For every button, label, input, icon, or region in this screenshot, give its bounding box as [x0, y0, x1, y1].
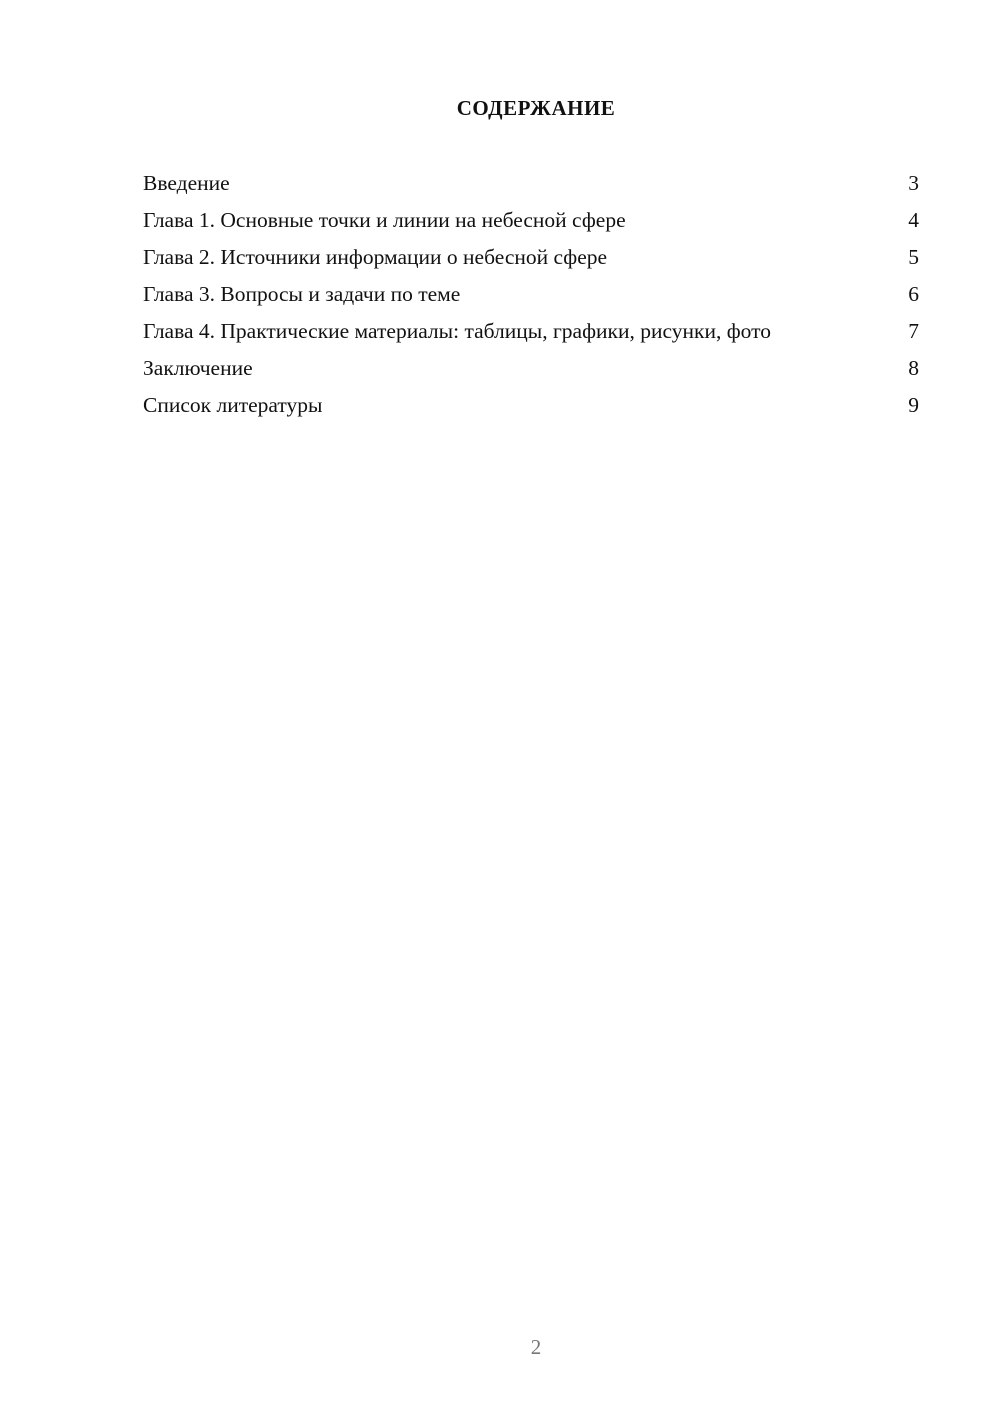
toc-entry-page: 3: [908, 171, 919, 195]
toc-entry-page: 4: [908, 208, 919, 232]
toc-entry-chapter-1[interactable]: [143, 207, 919, 233]
toc-entry-page: 7: [908, 319, 919, 343]
toc-entry-page: 6: [908, 282, 919, 306]
toc-entry-introduction[interactable]: [143, 170, 919, 196]
toc-entry-label: Список литературы: [143, 393, 323, 417]
table-of-contents: [143, 170, 919, 429]
toc-entry-references[interactable]: [143, 392, 919, 418]
toc-entry-chapter-3[interactable]: [143, 281, 919, 307]
toc-entry-label: Глава 1. Основные точки и линии на небесной сфере: [143, 208, 626, 232]
toc-entry-chapter-2[interactable]: [143, 244, 919, 270]
page-number: 2: [530, 1335, 542, 1359]
toc-entry-page: 5: [908, 245, 919, 269]
page-title: СОДЕРЖАНИЕ: [456, 96, 616, 120]
toc-entry-label: Глава 3. Вопросы и задачи по теме: [143, 282, 461, 306]
toc-entry-label: Введение: [143, 171, 230, 195]
toc-entry-label: Глава 2. Источники информации о небесной сфере: [143, 245, 608, 269]
toc-entry-conclusion[interactable]: [143, 355, 919, 381]
toc-entry-page: 8: [908, 356, 919, 380]
toc-entry-label: Глава 4. Практические материалы: таблицы, графики, рисунки, фото: [143, 319, 771, 343]
toc-entry-label: Заключение: [143, 356, 253, 380]
toc-entry-page: 9: [908, 393, 919, 417]
toc-entry-chapter-4[interactable]: [143, 318, 919, 344]
